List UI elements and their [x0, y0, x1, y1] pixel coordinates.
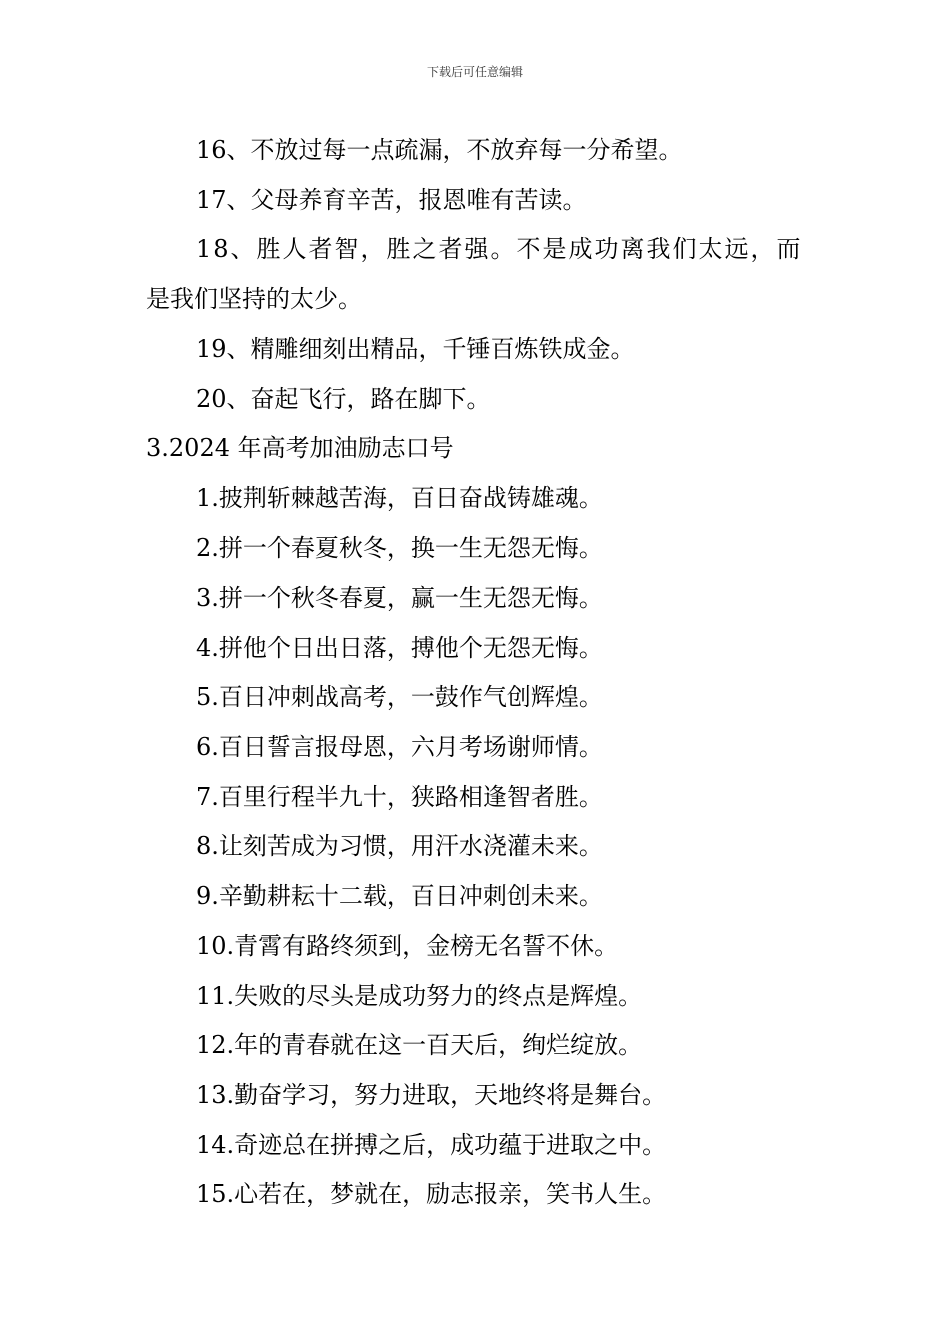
list-item-6: 6.百日誓言报母恩，六月考场谢师情。 [196, 733, 603, 761]
list-item-2: 2.拼一个春夏秋冬，换一生无怨无悔。 [196, 534, 603, 562]
list-item-1: 1.披荆斩棘越苦海，百日奋战铸雄魂。 [196, 484, 603, 512]
list-item-15: 15.心若在，梦就在，励志报亲，笑书人生。 [196, 1180, 667, 1208]
slogan-line-17: 17、父母养育辛苦，报恩唯有苦读。 [196, 186, 587, 214]
slogan-line-20: 20、奋起飞行，路在脚下。 [196, 385, 491, 413]
list-item-14: 14.奇迹总在拼搏之后，成功蕴于进取之中。 [196, 1131, 667, 1159]
slogan-line-19: 19、精雕细刻出精品，千锤百炼铁成金。 [196, 335, 635, 363]
slogan-line-18-continued: 是我们坚持的太少。 [146, 285, 362, 313]
list-item-4: 4.拼他个日出日落，搏他个无怨无悔。 [196, 634, 603, 662]
list-item-9: 9.辛勤耕耘十二载，百日冲刺创未来。 [196, 882, 603, 910]
list-item-7: 7.百里行程半九十，狭路相逢智者胜。 [196, 783, 603, 811]
section-heading: 3.2024 年高考加油励志口号 [146, 434, 454, 462]
list-item-8: 8.让刻苦成为习惯，用汗水浇灌未来。 [196, 832, 603, 860]
list-item-13: 13.勤奋学习，努力进取，天地终将是舞台。 [196, 1081, 667, 1109]
page-header: 下载后可任意编辑 [426, 65, 523, 79]
list-item-12: 12.年的青春就在这一百天后，绚烂绽放。 [196, 1031, 643, 1059]
list-item-10: 10.青霄有路终须到，金榜无名誓不休。 [196, 932, 619, 960]
list-item-5: 5.百日冲刺战高考，一鼓作气创辉煌。 [196, 683, 603, 711]
slogan-line-18: 18、胜人者智，胜之者强。不是成功离我们太远，而 [196, 235, 803, 263]
list-item-11: 11.失败的尽头是成功努力的终点是辉煌。 [196, 982, 643, 1010]
slogan-line-16: 16、不放过每一点疏漏，不放弃每一分希望。 [196, 136, 683, 164]
list-item-3: 3.拼一个秋冬春夏，赢一生无怨无悔。 [196, 584, 603, 612]
